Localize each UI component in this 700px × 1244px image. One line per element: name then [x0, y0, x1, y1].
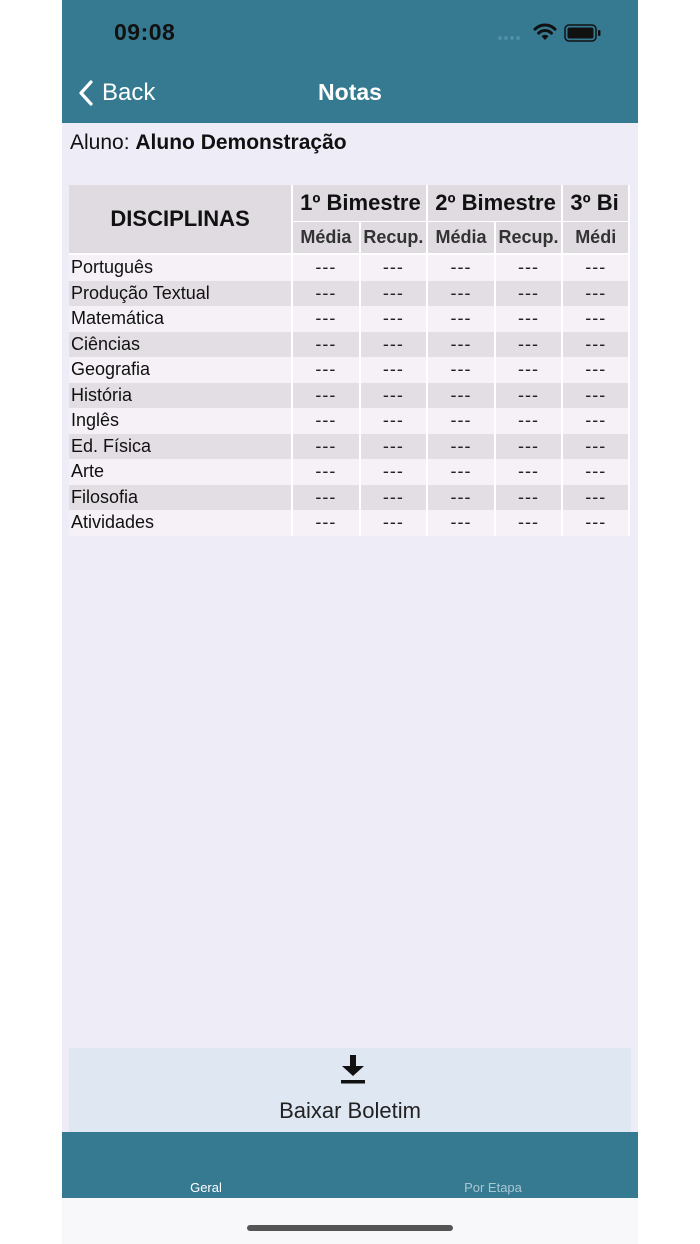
subject-cell: Ciências [69, 332, 292, 358]
disciplines-header: DISCIPLINAS [69, 185, 292, 254]
subject-cell: História [69, 383, 292, 409]
table-row [69, 332, 629, 358]
battery-icon [564, 24, 602, 42]
grade-cell: --- [562, 332, 629, 358]
grade-cell: --- [360, 510, 428, 536]
status-time: 09:08 [114, 19, 176, 45]
period-header: 1º Bimestre [292, 185, 427, 221]
grade-cell: --- [360, 383, 428, 409]
table-row [69, 434, 629, 460]
grade-cell: --- [292, 357, 359, 383]
navigation-bar [62, 0, 638, 123]
period-header: 3º Bi [562, 185, 629, 221]
grade-cell: --- [495, 254, 563, 281]
grade-cell: --- [360, 485, 428, 511]
sub-header: Média [292, 221, 359, 254]
grade-cell: --- [562, 281, 629, 307]
student-label: Aluno: [70, 131, 130, 154]
grade-cell: --- [360, 281, 428, 307]
cellular-signal-icon [498, 36, 520, 40]
subject-cell: Ed. Física [69, 434, 292, 460]
grade-cell: --- [427, 383, 494, 409]
grade-cell: --- [292, 434, 359, 460]
grade-cell: --- [360, 357, 428, 383]
back-label: Back [102, 79, 156, 106]
sub-header: Média [427, 221, 494, 254]
download-label: Baixar Boletim [279, 1098, 421, 1123]
grade-cell: --- [562, 357, 629, 383]
download-report-button[interactable] [69, 1048, 631, 1132]
grade-cell: --- [495, 306, 563, 332]
grade-cell: --- [495, 510, 563, 536]
grade-cell: --- [495, 459, 563, 485]
page-title: Notas [318, 79, 382, 105]
subject-cell: Matemática [69, 306, 292, 332]
sub-header: Recup. [495, 221, 563, 254]
grade-cell: --- [292, 485, 359, 511]
grade-cell: --- [292, 306, 359, 332]
grade-cell: --- [562, 459, 629, 485]
subject-cell: Filosofia [69, 485, 292, 511]
home-indicator-area [62, 1198, 638, 1244]
grade-cell: --- [495, 485, 563, 511]
grade-cell: --- [360, 459, 428, 485]
grade-cell: --- [562, 485, 629, 511]
grade-cell: --- [360, 434, 428, 460]
grades-table-scroll[interactable] [69, 185, 630, 538]
grade-cell: --- [360, 306, 428, 332]
grade-cell: --- [427, 254, 494, 281]
grade-cell: --- [427, 408, 494, 434]
grade-cell: --- [292, 510, 359, 536]
grade-cell: --- [562, 408, 629, 434]
grade-cell: --- [495, 281, 563, 307]
student-info [70, 131, 347, 155]
sub-header: Médi [562, 221, 629, 254]
grade-cell: --- [427, 434, 494, 460]
grade-cell: --- [562, 383, 629, 409]
app-screen [62, 0, 638, 1244]
student-name: Aluno Demonstração [135, 131, 347, 154]
tab-geral[interactable]: Geral [190, 1180, 222, 1195]
grade-cell: --- [495, 408, 563, 434]
period-header: 2º Bimestre [427, 185, 562, 221]
table-row [69, 383, 629, 409]
grade-cell: --- [495, 434, 563, 460]
grade-cell: --- [292, 254, 359, 281]
subject-cell: Português [69, 254, 292, 281]
grade-cell: --- [495, 357, 563, 383]
grade-cell: --- [495, 383, 563, 409]
grade-cell: --- [427, 485, 494, 511]
table-row [69, 254, 629, 281]
grade-cell: --- [427, 357, 494, 383]
grade-cell: --- [360, 254, 428, 281]
grade-cell: --- [495, 332, 563, 358]
grade-cell: --- [562, 254, 629, 281]
grade-cell: --- [292, 383, 359, 409]
grade-cell: --- [427, 332, 494, 358]
grade-cell: --- [427, 459, 494, 485]
grade-cell: --- [562, 306, 629, 332]
grade-cell: --- [292, 332, 359, 358]
table-row [69, 459, 629, 485]
table-row [69, 408, 629, 434]
grade-cell: --- [562, 434, 629, 460]
table-row [69, 357, 629, 383]
tab-por-etapa[interactable]: Por Etapa [464, 1180, 522, 1195]
grade-cell: --- [360, 408, 428, 434]
grades-table [69, 185, 630, 536]
subject-cell: Atividades [69, 510, 292, 536]
grade-cell: --- [427, 281, 494, 307]
grade-cell: --- [292, 459, 359, 485]
grade-cell: --- [562, 510, 629, 536]
subject-cell: Geografia [69, 357, 292, 383]
subject-cell: Produção Textual [69, 281, 292, 307]
subject-cell: Inglês [69, 408, 292, 434]
table-row [69, 281, 629, 307]
grade-cell: --- [427, 510, 494, 536]
grade-cell: --- [427, 306, 494, 332]
table-row [69, 306, 629, 332]
table-row [69, 510, 629, 536]
tab-bar [62, 1132, 638, 1198]
download-icon [340, 1054, 366, 1084]
wifi-icon [533, 22, 557, 41]
grade-cell: --- [292, 281, 359, 307]
table-row [69, 485, 629, 511]
subject-cell: Arte [69, 459, 292, 485]
sub-header: Recup. [360, 221, 428, 254]
grade-cell: --- [360, 332, 428, 358]
home-indicator[interactable] [247, 1225, 453, 1231]
grade-cell: --- [292, 408, 359, 434]
